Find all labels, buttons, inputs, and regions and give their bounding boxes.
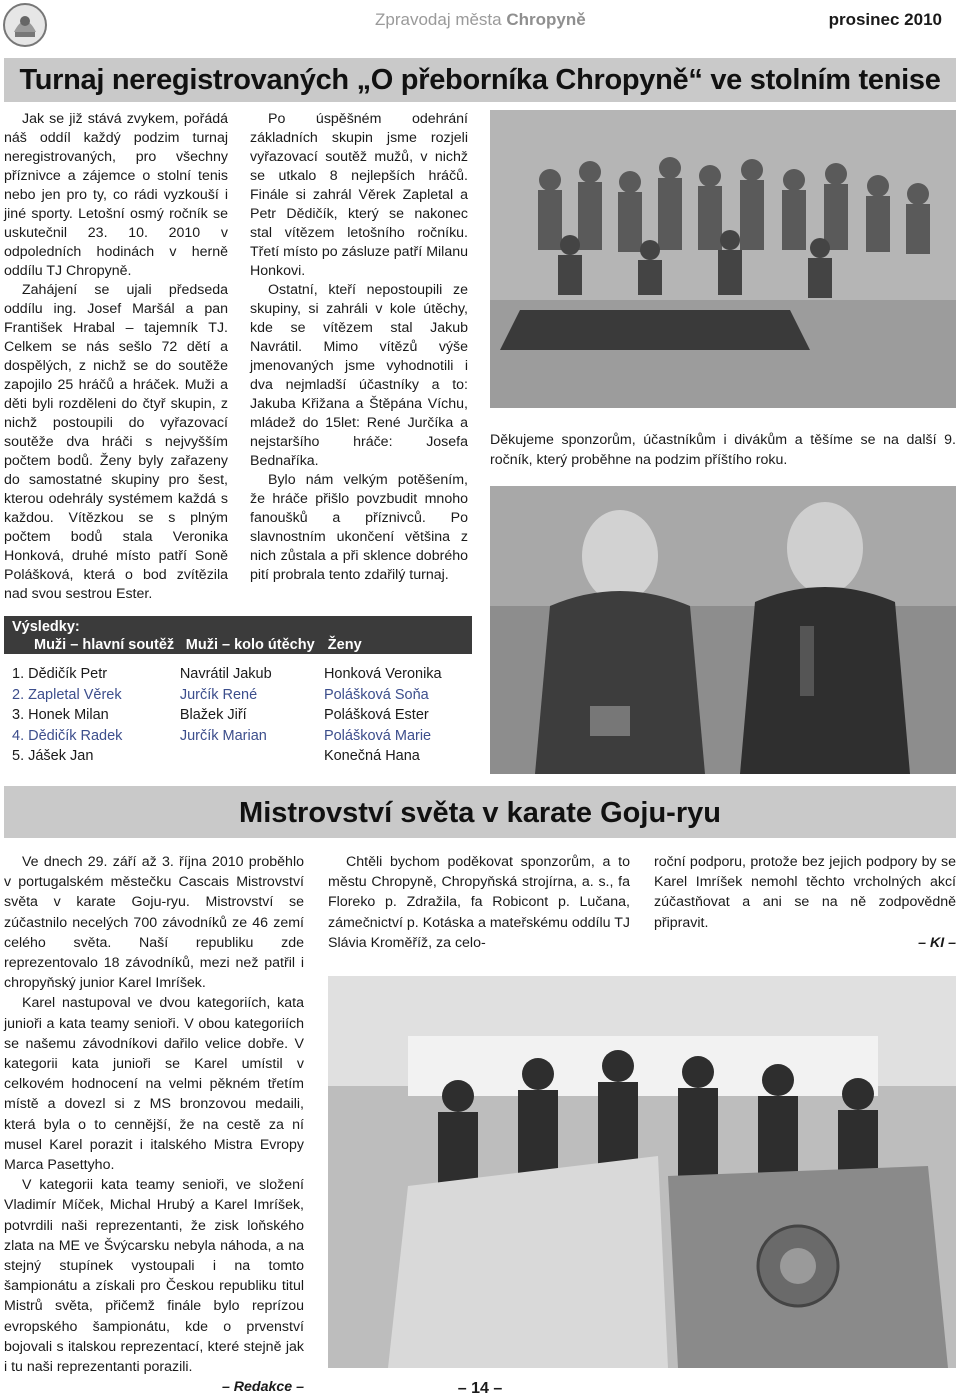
cell: 1. Dědičík Petr xyxy=(12,666,108,682)
table-row xyxy=(4,664,472,685)
article2-column-3 xyxy=(654,852,956,953)
results-title: Výsledky: xyxy=(12,619,80,635)
cell: Polášková Marie xyxy=(323,727,432,744)
cell: Blažek Jiří xyxy=(179,707,247,723)
article1-title: Turnaj neregistrovaných „O přeborníka Chropyně“ ve stolním tenise xyxy=(19,64,941,96)
paragraph: Jak se již stává zvykem, pořádá náš oddíl každý podzim turnaj neregistrovaných, pro všechny příznivce a zájemce o stolní tenis nebo jen pro ty, co rádi vyzkouší i jiné sporty. Letošní osmý ročník se uskutečnil 23. 10. 2010 v odpoledních hodinách v herně oddílu TJ Chropyně. xyxy=(4,111,228,279)
cell: Navrátil Jakub xyxy=(179,666,272,682)
paragraph: Ve dnech 29. září až 3. října 2010 proběhlo v portugalském městečku Cascais Mistrovství světa v karate Goju-ryu. Mistrovství se zúčastnilo necelých 700 závodníků ze 46 zemí celého světa. Naší republiku zde reprezentovalo 18 závodníků, mezi než patřil i chropyňský junior Karel Imríšek. xyxy=(4,854,304,992)
cell: Polášková Soňa xyxy=(323,686,429,703)
issue-date: prosinec 2010 xyxy=(828,10,942,29)
article2-signature-ki: – KI – xyxy=(918,934,956,951)
thanks-text: Děkujeme sponzorům, účastníkům i divákům a těšíme se na další 9. ročník, který proběhne na podzim příštího roku. xyxy=(490,432,956,469)
paragraph: Ostatní, kteří nepostoupili ze skupiny, si zahráli v kole útěchy, kde se vítězem stal Jakub Navrátil. Mimo vítězů výše jmenovaných jsme vyhodnotili i dva nejmladší účastníky a to: Jakuba Křižana a Štěpána Víchu, mládež do 15let: René Jurčíka a nejstaršího hráče: Josefa Bednaříka. xyxy=(250,282,468,469)
cell: Polášková Ester xyxy=(323,707,429,723)
paragraph: Karel nastupoval ve dvou kategoriích, kata junioři a kata teamy senioři. V obou kategoriích se našemu závodníkovi dařilo velice dobře. V kategorii kata junioři se Karel umístil v celkovém hodnocení na velmi pěkném třetím místě a dovezl si z MS bronzovou medaili, která byla o to cennější, že na cestě za ní musel Karel porazit i italského Mistra Evropy Marca Pasettyho. xyxy=(4,995,304,1174)
article2-column-1 xyxy=(4,852,304,1397)
paragraph: V kategorii kata teamy senioři, ve složení Vladimír Míček, Michal Hrubý a Karel Imríšek, potvrdili naši reprezentanti, že zisk loňského zlata na ME ve Švýcarsku nebyla náhoda, a na stejný stupínek vystoupali i na tomto šampionátu a získali pro Českou republiku titul Mistrů světa, přičemž finále bylo reprízou evropského šampionátu, kde o prvenství bojovali s italskou reprezentací, které stejně jak i tu naši reprezentanti porazili. xyxy=(4,1177,304,1376)
publication-prefix: Zpravodaj města xyxy=(375,10,507,29)
table-row xyxy=(4,726,472,747)
cell: Konečná Hana xyxy=(323,748,420,764)
paragraph: roční podporu, protože bez jejich podpory by se Karel Imríšek nemohl těchto vrcholných akcí zúčastňovat a ani se na ně zodpovědně připravit. xyxy=(654,854,956,931)
column-head: Muži – kolo útěchy xyxy=(185,637,315,653)
article1-column-2 xyxy=(250,110,468,585)
cell: 3. Honek Milan xyxy=(12,707,109,723)
results-header xyxy=(4,616,472,654)
paragraph: Po úspěšném odehrání základních skupin jsme rozjeli vyřazovací soutěž mužů, v nichž se utkalo 8 nejlepších hráčů. Finále si zahrál Věrek Zapletal a Petr Dědičík, který se nakonec stal vítězem letošního ročníku. Třetí místo po zásluze patří Milanu Honkovi. xyxy=(250,111,468,279)
cell: 5. Jášek Jan xyxy=(12,748,94,764)
results-column-heads xyxy=(12,636,464,654)
table-row xyxy=(4,705,472,726)
column-head: Muži – hlavní soutěž xyxy=(34,637,175,653)
cell: 4. Dědičík Radek xyxy=(12,727,123,744)
results-table xyxy=(4,616,472,767)
publication-town: Chropyně xyxy=(506,10,586,29)
cell: Honková Veronika xyxy=(323,666,442,682)
winners-photo xyxy=(490,486,956,774)
article1-column-1 xyxy=(4,110,228,604)
cell: 2. Zapletal Věrek xyxy=(12,686,122,703)
article2-column-2 xyxy=(328,852,630,953)
paragraph: Zahájení se ujali předseda oddílu ing. Josef Maršál a pan František Hrabal – tajemník TJ. Celkem se nás sešlo 72 dětí a dospělých, z nichž se do soutěže zapojilo 25 hráčů a hráček. Muži a děti byli rozděleni do čtyř skupin, z nichž postoupili do vyřazovací soutěže dva hráči s nejvyšším počtem bodů. Ženy byly zařazeny do samostatné skupiny pro šest, kterou odehrály systémem každá s každou. Vítězkou se s plným počtem bodů stala Veronika Honková, druhé místo patří Soně Polášková, která o bod zvítězila nad svou sestrou Ester. xyxy=(4,282,228,602)
paragraph: Bylo nám velkým potěšením, že hráče přišlo povzbudit mnoho fanoušků a příznivců. Po slavnostním ukončení většina z nich zůstala a při sklence dobrého pití probrala tento zdařilý turnaj. xyxy=(250,472,468,583)
results-rows xyxy=(4,664,472,767)
cell: Jurčík Marian xyxy=(179,727,267,744)
page-header xyxy=(300,10,950,36)
town-crest-logo xyxy=(2,2,48,48)
cell xyxy=(180,746,324,767)
table-row xyxy=(4,746,472,767)
karate-team-photo xyxy=(328,976,956,1368)
column-head: Ženy xyxy=(327,637,362,653)
page-number: – 14 – xyxy=(457,1380,503,1397)
table-row xyxy=(4,685,472,706)
group-photo xyxy=(490,110,956,408)
paragraph: Chtěli bychom poděkovat sponzorům, a to městu Chropyně, Chropyňská strojírna, a. s., fa Floreko p. Zdražila, fa Robicont p. Lučana, zámečnictví p. Kotáska a mateřskému oddílu TJ Slávia Kroměříž, za celo- xyxy=(328,854,630,951)
article2-signature-redakce: – Redakce – xyxy=(221,1379,304,1396)
cell: Jurčík René xyxy=(179,686,258,703)
article2-title: Mistrovství světa v karate Goju-ryu xyxy=(239,797,721,829)
publication-name xyxy=(375,10,586,30)
